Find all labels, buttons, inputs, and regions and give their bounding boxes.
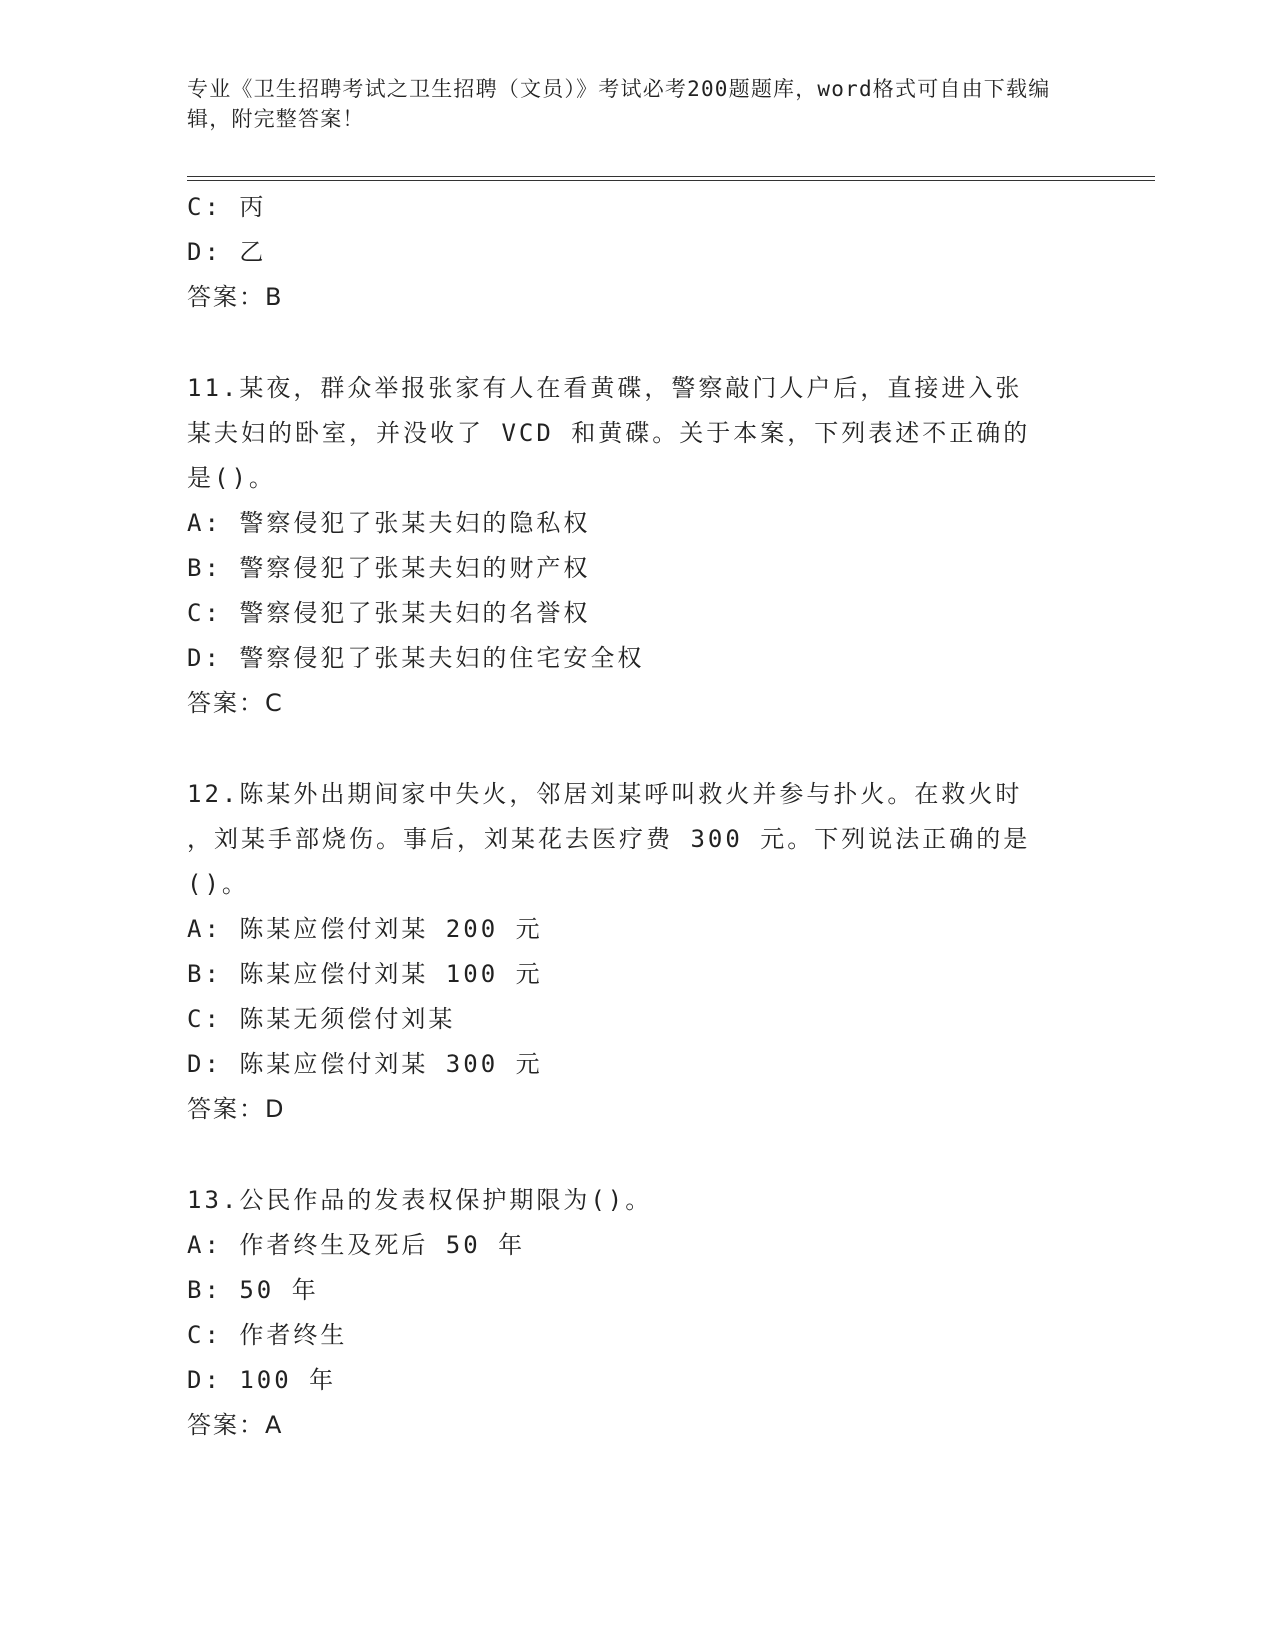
q11-answer: 答案：C — [187, 689, 284, 717]
q13-option-d: D: 100 年 — [187, 1366, 337, 1394]
q12-text-line-1: 12.陈某外出期间家中失火，邻居刘某呼叫救火并参与扑火。在救火时 — [187, 780, 1023, 808]
q11-text-line-1: 11.某夜，群众举报张家有人在看黄碟，警察敲门人户后，直接进入张 — [187, 374, 1023, 402]
q13-answer: 答案：A — [187, 1411, 284, 1439]
header-rule-top — [187, 176, 1155, 177]
q13-option-a: A: 作者终生及死后 50 年 — [187, 1231, 526, 1259]
q12-option-d: D: 陈某应偿付刘某 300 元 — [187, 1050, 543, 1078]
q11-option-a: A: 警察侵犯了张某夫妇的隐私权 — [187, 509, 591, 537]
q11-option-b: B: 警察侵犯了张某夫妇的财产权 — [187, 554, 591, 582]
q12-option-b: B: 陈某应偿付刘某 100 元 — [187, 960, 543, 988]
q11-text-line-2: 某夫妇的卧室，并没收了 VCD 和黄碟。关于本案，下列表述不正确的 — [187, 419, 1031, 447]
header-rule-bottom — [187, 180, 1155, 181]
document-header: 专业《卫生招聘考试之卫生招聘（文员）》考试必考200题题库，word格式可自由下载编辑，附完整答案！ — [187, 77, 1051, 131]
q12-text-line-3: ()。 — [187, 870, 249, 898]
prev-answer: 答案：B — [187, 283, 284, 311]
q13-option-c: C: 作者终生 — [187, 1321, 348, 1349]
prev-option-d: D: 乙 — [187, 238, 267, 266]
q11-text-line-3: 是()。 — [187, 464, 276, 492]
q12-option-a: A: 陈某应偿付刘某 200 元 — [187, 915, 543, 943]
prev-option-c: C: 丙 — [187, 193, 267, 221]
q12-option-c: C: 陈某无须偿付刘某 — [187, 1005, 456, 1033]
q13-option-b: B: 50 年 — [187, 1276, 319, 1304]
q11-option-c: C: 警察侵犯了张某夫妇的名誉权 — [187, 599, 591, 627]
q12-text-line-2: ，刘某手部烧伤。事后，刘某花去医疗费 300 元。下列说法正确的是 — [187, 825, 1031, 853]
q11-option-d: D: 警察侵犯了张某夫妇的住宅安全权 — [187, 644, 645, 672]
q13-text-line-1: 13.公民作品的发表权保护期限为()。 — [187, 1186, 653, 1214]
q12-answer: 答案：D — [187, 1095, 286, 1123]
